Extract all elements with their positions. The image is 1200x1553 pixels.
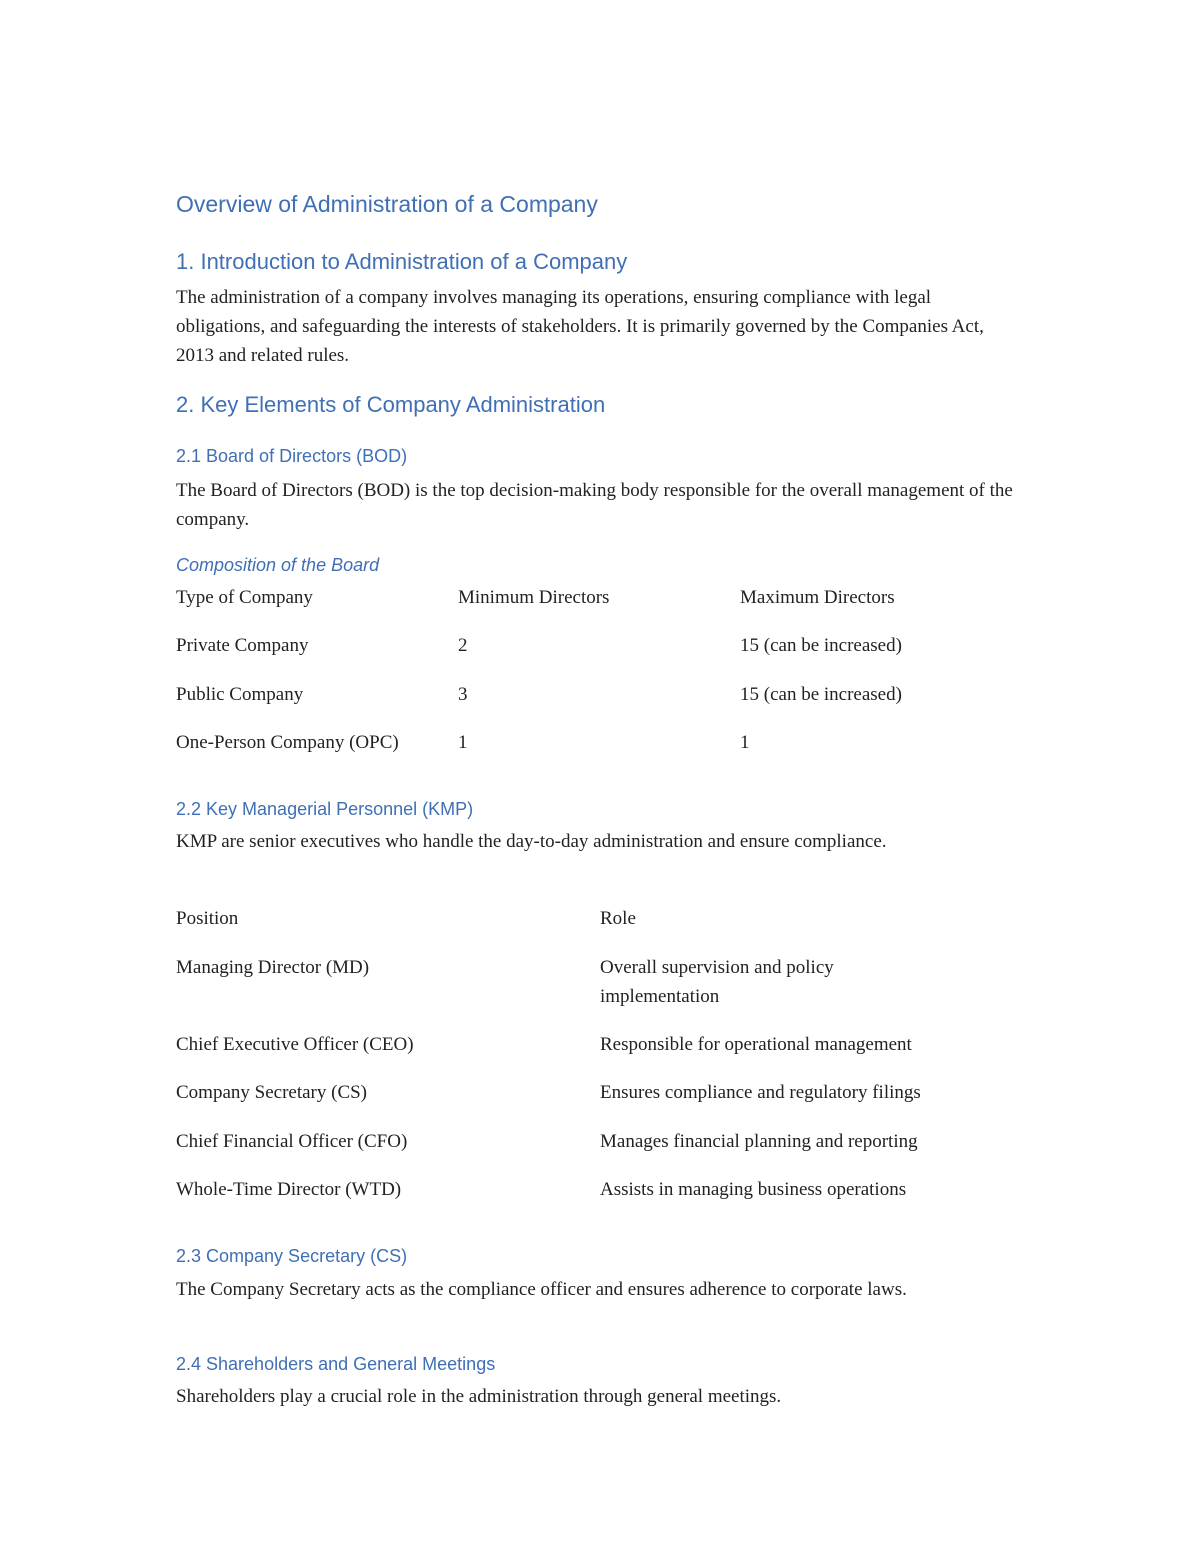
document-title: Overview of Administration of a Company <box>176 191 598 217</box>
section-1-body: The administration of a company involves managing its operations, ensuring compliance with legal obligations, and safeguarding the interests of stakeholders. It is primarily governed by the Companies Act, 2013 and related rules. <box>176 287 984 366</box>
section-2-4-body: Shareholders play a crucial role in the administration through general meetings. <box>176 1386 782 1407</box>
table-cell: Chief Executive Officer (CEO) <box>176 1034 414 1055</box>
section-2-1-heading: 2.1 Board of Directors (BOD) <box>176 446 408 466</box>
composition-heading: Composition of the Board <box>176 555 380 575</box>
section-2-2-heading: 2.2 Key Managerial Personnel (KMP) <box>176 799 474 819</box>
table-cell: Chief Financial Officer (CFO) <box>176 1131 408 1152</box>
section-2-3-heading: 2.3 Company Secretary (CS) <box>176 1246 408 1266</box>
table-cell: Company Secretary (CS) <box>176 1082 368 1103</box>
table-cell: Managing Director (MD) <box>176 957 370 978</box>
section-2-2-body: KMP are senior executives who handle the day-to-day administration and ensure compliance. <box>176 831 887 852</box>
table-cell: Assists in managing business operations <box>600 1179 907 1200</box>
table-cell: Overall supervision and policy implementation <box>600 957 834 1007</box>
table-cell: 15 (can be increased) <box>740 684 902 705</box>
section-2-4-heading: 2.4 Shareholders and General Meetings <box>176 1354 496 1374</box>
section-2-heading: 2. Key Elements of Company Administration <box>176 392 606 417</box>
table-cell: 3 <box>458 684 468 705</box>
table-cell: 2 <box>458 635 468 656</box>
section-1-heading: 1. Introduction to Administration of a Company <box>176 249 628 274</box>
table-cell: 1 <box>458 732 468 753</box>
table-cell: 15 (can be increased) <box>740 635 902 656</box>
section-2-1-body: The Board of Directors (BOD) is the top decision-making body responsible for the overall management of the company. <box>176 480 1013 530</box>
table-cell: Private Company <box>176 635 309 656</box>
section-2-3-body: The Company Secretary acts as the compliance officer and ensures adherence to corporate laws. <box>176 1279 907 1300</box>
table-cell: Ensures compliance and regulatory filings <box>600 1082 921 1103</box>
table-cell: Responsible for operational management <box>600 1034 912 1055</box>
table-header-cell: Maximum Directors <box>740 587 895 608</box>
table-cell: Whole-Time Director (WTD) <box>176 1179 402 1200</box>
table-cell: One-Person Company (OPC) <box>176 732 399 753</box>
table-cell: Public Company <box>176 684 304 705</box>
table-header-cell: Position <box>176 908 239 929</box>
table-header-cell: Type of Company <box>176 587 313 608</box>
table-header-cell: Minimum Directors <box>458 587 610 608</box>
table-cell: Manages financial planning and reporting <box>600 1131 918 1152</box>
table-header-cell: Role <box>600 908 636 929</box>
table-cell: 1 <box>740 732 750 753</box>
